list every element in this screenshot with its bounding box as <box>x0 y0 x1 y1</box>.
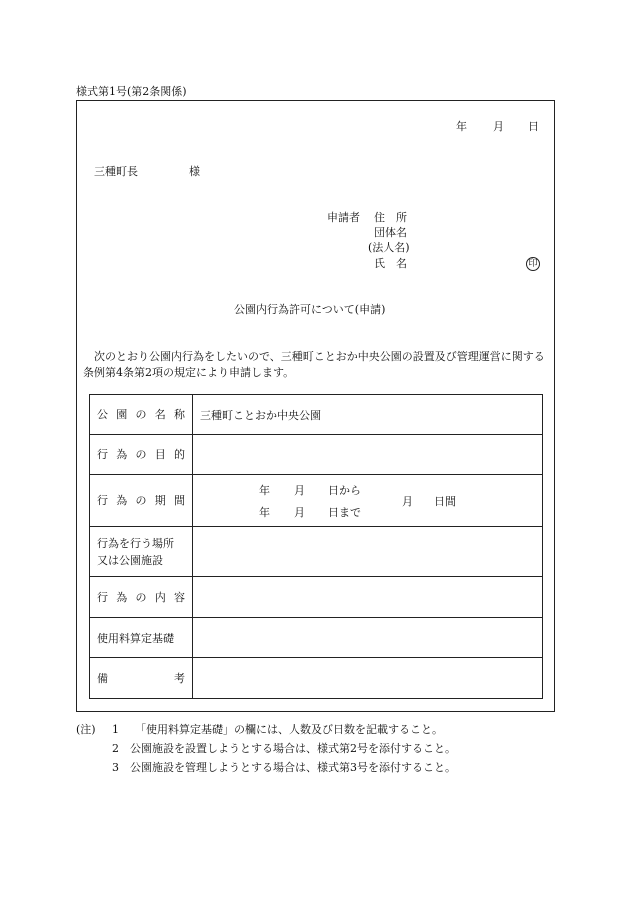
content-label: 行為の内容 <box>97 590 185 604</box>
table-row-fee <box>90 618 543 658</box>
date-day: 日 <box>528 120 539 133</box>
note-text-2: 公園施設を設置しようとする場合は、様式第2号を添付すること。 <box>130 742 456 755</box>
date-year: 年 <box>456 120 467 133</box>
place-label-line1: 行為を行う場所 <box>97 536 174 550</box>
remarks-value[interactable] <box>193 658 543 699</box>
period-from-suffix: 日から <box>328 483 361 497</box>
park-name-value: 三種町ことおか中央公園 <box>193 395 543 435</box>
place-value[interactable] <box>193 527 543 577</box>
table-row-period <box>90 475 543 527</box>
table-row-purpose <box>90 435 543 475</box>
application-table <box>89 394 543 699</box>
period-total-days: 日間 <box>434 494 456 508</box>
note-text-1: 「使用料算定基礎」の欄には、人数及び日数を記載すること。 <box>135 723 443 736</box>
park-name-label: 公園の名称 <box>97 408 185 421</box>
table-row-content <box>90 577 543 618</box>
seal-mark: 印 <box>526 257 540 271</box>
table-row-place <box>90 527 543 577</box>
period-from-month: 月 <box>294 483 305 497</box>
note-number-2: 2 <box>112 742 119 755</box>
applicant-name-label: 氏 名 <box>374 257 407 270</box>
remarks-label-first: 備 <box>97 672 108 685</box>
applicant-corp-label: (法人名) <box>368 241 410 254</box>
period-from-year: 年 <box>259 483 270 497</box>
subject-title: 公園内行為許可について(申請) <box>234 303 386 316</box>
body-text-content: 次のとおり公園内行為をしたいので、三種町ことおか中央公園の設置及び管理運営に関する条例第4条第2項の規定により申請します。 <box>83 350 545 379</box>
place-label-line2: 又は公園施設 <box>97 553 163 567</box>
table-row-remarks <box>90 658 543 699</box>
table-row-park-name <box>90 395 543 435</box>
addressee-honorific: 様 <box>189 165 200 178</box>
period-to-month: 月 <box>294 505 305 519</box>
period-label: 行為の期間 <box>97 494 185 507</box>
form-number: 様式第1号(第2条関係) <box>76 85 187 98</box>
purpose-value[interactable] <box>193 435 543 475</box>
note-number-1: 1 <box>112 723 119 736</box>
content-value[interactable] <box>193 577 543 618</box>
applicant-role: 申請者 <box>327 211 360 224</box>
note-text-3: 公園施設を管理しようとする場合は、様式第3号を添付すること。 <box>130 761 456 774</box>
note-number-3: 3 <box>112 761 119 774</box>
period-to-year: 年 <box>259 505 270 519</box>
period-total-month: 月 <box>402 494 413 508</box>
fee-label: 使用料算定基礎 <box>97 631 174 645</box>
body-text <box>83 349 549 381</box>
remarks-label-second: 考 <box>174 672 185 685</box>
addressee-title: 三種町長 <box>94 165 138 178</box>
date-month: 月 <box>493 120 504 133</box>
period-to-suffix: 日まで <box>328 505 361 519</box>
fee-value[interactable] <box>193 618 543 658</box>
period-value[interactable] <box>193 475 543 527</box>
applicant-address-label: 住 所 <box>374 211 407 224</box>
purpose-label: 行為の目的 <box>97 448 185 461</box>
notes-prefix: (注) <box>76 723 96 736</box>
applicant-group-label: 団体名 <box>374 226 407 239</box>
